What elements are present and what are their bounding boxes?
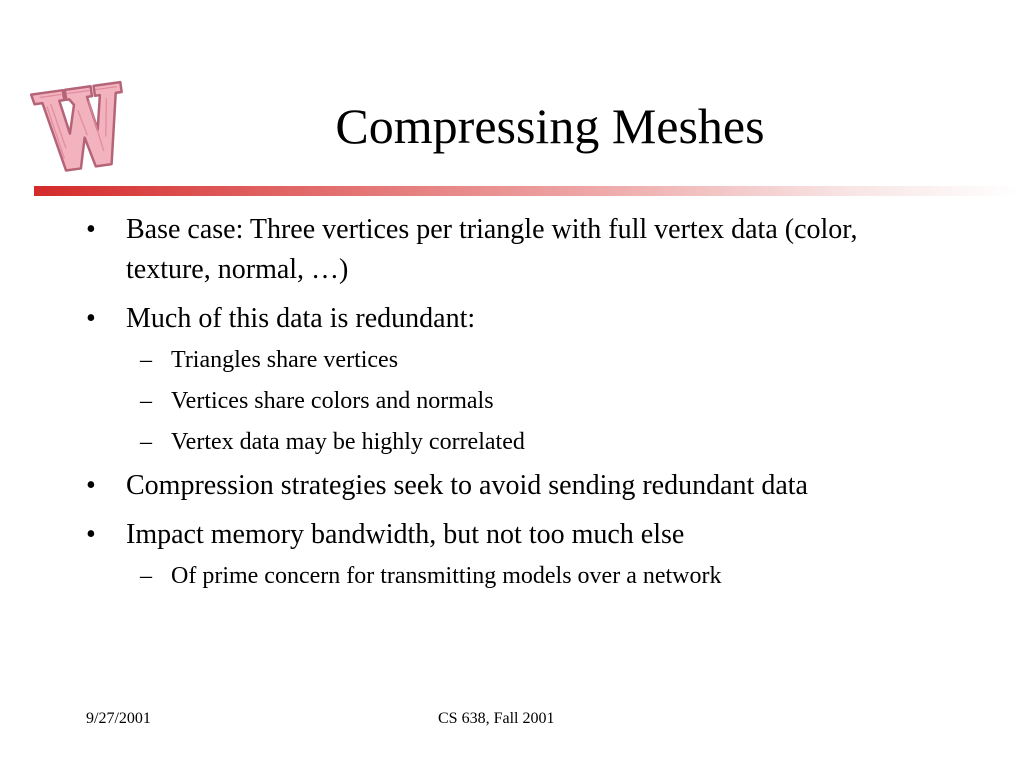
sub-list-item — [0, 345, 1024, 375]
footer-date: 9/27/2001 — [86, 710, 151, 727]
sub-list-item-text: Vertex data may be highly correlated — [171, 429, 525, 455]
list-item-text: Impact memory bandwidth, but not too much else — [126, 519, 685, 550]
w-logo-icon — [30, 76, 132, 176]
list-item — [0, 299, 1024, 339]
dash-marker: – — [140, 563, 152, 589]
footer-course: CS 638, Fall 2001 — [438, 710, 555, 727]
sub-list-item — [0, 427, 1024, 457]
dash-marker: – — [140, 429, 152, 455]
sub-list-item-text: Of prime concern for transmitting models over a network — [171, 563, 722, 589]
list-item-text: Compression strategies seek to avoid sending redundant data — [126, 470, 808, 501]
list-item — [0, 515, 1024, 555]
list-item-text: Base case: Three vertices per triangle with full vertex data (color, texture, normal, …) — [126, 214, 858, 285]
sub-list-item — [0, 386, 1024, 416]
sub-list-item-text: Triangles share vertices — [171, 347, 399, 373]
title-divider — [34, 186, 1018, 196]
sub-list-item — [0, 561, 1024, 591]
list-item — [0, 466, 1024, 506]
dash-marker: – — [140, 347, 152, 373]
list-item — [0, 210, 1024, 290]
bullet-marker: • — [86, 303, 96, 334]
sub-list-item-text: Vertices share colors and normals — [171, 388, 494, 414]
dash-marker: – — [140, 388, 152, 414]
bullet-list — [0, 210, 1024, 591]
slide-title: Compressing Meshes — [335, 98, 765, 154]
bullet-marker: • — [86, 519, 96, 550]
bullet-marker: • — [86, 470, 96, 501]
bullet-marker: • — [86, 214, 96, 245]
list-item-text: Much of this data is redundant: — [126, 303, 476, 334]
